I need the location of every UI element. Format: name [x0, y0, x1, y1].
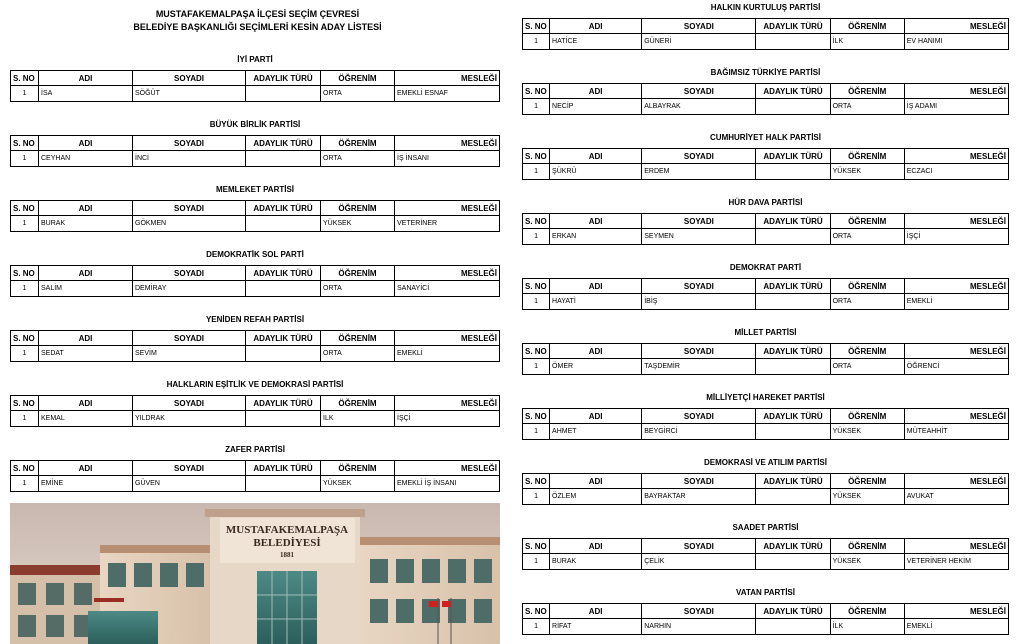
cell-adi: SEDAT: [39, 346, 133, 362]
header-sno: S. NO: [523, 279, 550, 294]
document-title-line1: MUSTAFAKEMALPAŞA İLÇESİ SEÇİM ÇEVRESİ: [155, 9, 360, 19]
table-header-row: [523, 409, 1009, 424]
header-sno: S. NO: [11, 331, 39, 346]
header-meslegi: MESLEĞİ: [904, 409, 1008, 424]
cell-soyadi: İNCİ: [133, 151, 246, 167]
cell-sno: 1: [11, 86, 39, 102]
cell-soyadi: İBİŞ: [642, 294, 756, 310]
cell-soyadi: SEVİM: [133, 346, 246, 362]
cell-ogrenim: İLK: [830, 34, 904, 50]
header-sno: S. NO: [523, 19, 550, 34]
header-ogrenim: ÖĞRENİM: [321, 331, 395, 346]
cell-ogrenim: İLK: [321, 411, 395, 427]
header-ogrenim: ÖĞRENİM: [321, 136, 395, 151]
party-title: HALKIN KURTULUŞ PARTİSİ: [710, 3, 821, 12]
header-meslegi: MESLEĞİ: [395, 461, 500, 476]
header-meslegi: MESLEĞİ: [904, 344, 1008, 359]
table-header-row: [523, 474, 1009, 489]
table-header-row: [523, 84, 1009, 99]
header-adi: ADI: [550, 279, 642, 294]
header-meslegi: MESLEĞİ: [904, 539, 1008, 554]
cell-meslegi: EMEKLİ İŞ İNSANI: [395, 476, 500, 492]
cell-sno: 1: [11, 346, 39, 362]
header-aday-turu: ADAYLIK TÜRÜ: [756, 214, 830, 229]
header-aday-turu: ADAYLIK TÜRÜ: [756, 409, 830, 424]
header-meslegi: MESLEĞİ: [395, 396, 500, 411]
header-sno: S. NO: [11, 396, 39, 411]
candidate-table: [10, 395, 500, 427]
cell-soyadi: ÇELİK: [642, 554, 756, 570]
cell-sno: 1: [523, 229, 550, 245]
party-title: CUMHURİYET HALK PARTİSİ: [710, 133, 821, 142]
cell-meslegi: ÖĞRENCİ: [904, 359, 1008, 375]
header-ogrenim: ÖĞRENİM: [830, 84, 904, 99]
cell-ogrenim: ORTA: [321, 151, 395, 167]
cell-meslegi: SANAYİCİ: [395, 281, 500, 297]
header-meslegi: MESLEĞİ: [395, 136, 500, 151]
cell-ogrenim: YÜKSEK: [830, 554, 904, 570]
cell-aday-turu: [246, 86, 321, 102]
header-sno: S. NO: [523, 539, 550, 554]
header-sno: S. NO: [11, 136, 39, 151]
header-soyadi: SOYADI: [133, 136, 246, 151]
cell-soyadi: ALBAYRAK: [642, 99, 756, 115]
building-year: 1881: [280, 551, 294, 559]
header-soyadi: SOYADI: [133, 71, 246, 86]
table-row: [11, 151, 500, 167]
cell-sno: 1: [523, 359, 550, 375]
party-title: MEMLEKET PARTİSİ: [215, 185, 295, 194]
cell-adi: BURAK: [39, 216, 133, 232]
table-row: [11, 411, 500, 427]
party-title: BÜYÜK BİRLİK PARTİSİ: [209, 120, 301, 129]
header-adi: ADI: [550, 409, 642, 424]
header-sno: S. NO: [11, 201, 39, 216]
cell-ogrenim: İLK: [830, 619, 904, 635]
candidate-table: [10, 135, 500, 167]
cell-meslegi: VETERİNER HEKİM: [904, 554, 1008, 570]
party-title: HÜR DAVA PARTİSİ: [728, 198, 803, 207]
header-sno: S. NO: [523, 409, 550, 424]
cell-aday-turu: [246, 476, 321, 492]
cell-sno: 1: [523, 164, 550, 180]
party-title: MİLLET PARTİSİ: [734, 328, 797, 337]
header-sno: S. NO: [523, 604, 550, 619]
cell-meslegi: İŞÇİ: [395, 411, 500, 427]
table-header-row: [523, 279, 1009, 294]
table-row: [523, 359, 1009, 375]
cell-sno: 1: [523, 294, 550, 310]
table-row: [523, 554, 1009, 570]
candidate-table: [522, 213, 1009, 245]
header-aday-turu: ADAYLIK TÜRÜ: [246, 136, 321, 151]
cell-meslegi: EMEKLİ ESNAF: [395, 86, 500, 102]
candidate-table: [522, 83, 1009, 115]
cell-ogrenim: YÜKSEK: [830, 164, 904, 180]
table-row: [523, 34, 1009, 50]
header-soyadi: SOYADI: [642, 149, 756, 164]
header-soyadi: SOYADI: [642, 214, 756, 229]
header-aday-turu: ADAYLIK TÜRÜ: [756, 604, 830, 619]
party-title: DEMOKRAT PARTİ: [729, 263, 802, 272]
cell-aday-turu: [246, 346, 321, 362]
table-row: [523, 619, 1009, 635]
header-soyadi: SOYADI: [642, 604, 756, 619]
cell-aday-turu: [756, 99, 830, 115]
table-row: [11, 216, 500, 232]
header-adi: ADI: [39, 266, 133, 281]
header-ogrenim: ÖĞRENİM: [830, 409, 904, 424]
table-row: [11, 281, 500, 297]
table-row: [523, 99, 1009, 115]
header-meslegi: MESLEĞİ: [904, 604, 1008, 619]
header-ogrenim: ÖĞRENİM: [830, 19, 904, 34]
header-meslegi: MESLEĞİ: [904, 474, 1008, 489]
cell-adi: ÖZLEM: [550, 489, 642, 505]
party-title: DEMOKRATİK SOL PARTİ: [206, 250, 304, 259]
cell-ogrenim: YÜKSEK: [321, 476, 395, 492]
cell-adi: NECİP: [550, 99, 642, 115]
cell-adi: İSA: [39, 86, 133, 102]
party-title: MİLLİYETÇİ HAREKET PARTİSİ: [706, 393, 825, 402]
header-adi: ADI: [550, 84, 642, 99]
header-sno: S. NO: [523, 149, 550, 164]
table-header-row: [11, 136, 500, 151]
header-sno: S. NO: [11, 461, 39, 476]
cell-aday-turu: [756, 424, 830, 440]
header-aday-turu: ADAYLIK TÜRÜ: [756, 19, 830, 34]
header-meslegi: MESLEĞİ: [904, 214, 1008, 229]
cell-sno: 1: [11, 216, 39, 232]
header-meslegi: MESLEĞİ: [395, 201, 500, 216]
header-aday-turu: ADAYLIK TÜRÜ: [756, 149, 830, 164]
header-aday-turu: ADAYLIK TÜRÜ: [246, 396, 321, 411]
cell-ogrenim: ORTA: [830, 229, 904, 245]
candidate-table: [10, 70, 500, 102]
cell-aday-turu: [756, 619, 830, 635]
table-header-row: [523, 604, 1009, 619]
cell-soyadi: BAYRAKTAR: [642, 489, 756, 505]
header-sno: S. NO: [11, 71, 39, 86]
building-sign-line2: BELEDİYESİ: [253, 537, 321, 549]
candidate-table: [10, 200, 500, 232]
header-adi: ADI: [39, 461, 133, 476]
cell-soyadi: GÜNERİ: [642, 34, 756, 50]
cell-sno: 1: [523, 34, 550, 50]
cell-sno: 1: [523, 489, 550, 505]
cell-adi: BURAK: [550, 554, 642, 570]
table-header-row: [11, 201, 500, 216]
cell-meslegi: EMEKLİ: [904, 294, 1008, 310]
cell-aday-turu: [756, 489, 830, 505]
header-soyadi: SOYADI: [642, 84, 756, 99]
cell-aday-turu: [756, 164, 830, 180]
header-meslegi: MESLEĞİ: [904, 19, 1008, 34]
table-header-row: [11, 71, 500, 86]
table-header-row: [11, 396, 500, 411]
header-adi: ADI: [550, 149, 642, 164]
cell-meslegi: AVUKAT: [904, 489, 1008, 505]
header-adi: ADI: [550, 539, 642, 554]
header-adi: ADI: [39, 71, 133, 86]
cell-meslegi: İŞ İNSANI: [395, 151, 500, 167]
cell-soyadi: GÖKMEN: [133, 216, 246, 232]
cell-meslegi: İŞÇİ: [904, 229, 1008, 245]
header-aday-turu: ADAYLIK TÜRÜ: [756, 344, 830, 359]
cell-adi: HATİCE: [550, 34, 642, 50]
cell-soyadi: BEYGİRCİ: [642, 424, 756, 440]
party-title: DEMOKRASİ VE ATILIM PARTİSİ: [704, 458, 827, 467]
cell-ogrenim: ORTA: [830, 359, 904, 375]
header-sno: S. NO: [523, 344, 550, 359]
table-row: [11, 346, 500, 362]
table-row: [523, 164, 1009, 180]
header-adi: ADI: [550, 19, 642, 34]
cell-ogrenim: ORTA: [321, 281, 395, 297]
document-title-line2: BELEDİYE BAŞKANLIĞI SEÇİMLERİ KESİN ADAY LİSTESİ: [133, 22, 382, 32]
header-sno: S. NO: [11, 266, 39, 281]
candidate-table: [10, 460, 500, 492]
header-soyadi: SOYADI: [642, 344, 756, 359]
party-title: HALKLARIN EŞİTLİK VE DEMOKRASİ PARTİSİ: [166, 380, 344, 389]
cell-adi: ŞÜKRÜ: [550, 164, 642, 180]
header-ogrenim: ÖĞRENİM: [321, 266, 395, 281]
header-aday-turu: ADAYLIK TÜRÜ: [246, 71, 321, 86]
cell-soyadi: TAŞDEMİR: [642, 359, 756, 375]
cell-soyadi: SÖĞÜT: [133, 86, 246, 102]
party-title: YENİDEN REFAH PARTİSİ: [205, 315, 305, 324]
table-row: [523, 489, 1009, 505]
table-header-row: [523, 19, 1009, 34]
table-header-row: [523, 344, 1009, 359]
header-soyadi: SOYADI: [642, 474, 756, 489]
cell-aday-turu: [246, 216, 321, 232]
party-title: ZAFER PARTİSİ: [225, 445, 285, 454]
party-title: VATAN PARTİSİ: [736, 588, 795, 597]
header-soyadi: SOYADI: [642, 409, 756, 424]
cell-adi: AHMET: [550, 424, 642, 440]
cell-ogrenim: YÜKSEK: [830, 424, 904, 440]
header-ogrenim: ÖĞRENİM: [830, 214, 904, 229]
header-adi: ADI: [550, 344, 642, 359]
table-row: [523, 424, 1009, 440]
header-soyadi: SOYADI: [642, 19, 756, 34]
candidate-table: [522, 473, 1009, 505]
header-ogrenim: ÖĞRENİM: [321, 71, 395, 86]
candidate-table: [522, 603, 1009, 635]
header-aday-turu: ADAYLIK TÜRÜ: [246, 201, 321, 216]
cell-ogrenim: ORTA: [321, 346, 395, 362]
cell-meslegi: VETERİNER: [395, 216, 500, 232]
table-row: [11, 476, 500, 492]
header-ogrenim: ÖĞRENİM: [830, 279, 904, 294]
cell-aday-turu: [756, 34, 830, 50]
candidate-table: [522, 278, 1009, 310]
cell-ogrenim: ORTA: [321, 86, 395, 102]
header-soyadi: SOYADI: [133, 201, 246, 216]
cell-ogrenim: YÜKSEK: [830, 489, 904, 505]
cell-aday-turu: [246, 151, 321, 167]
header-sno: S. NO: [523, 84, 550, 99]
header-meslegi: MESLEĞİ: [904, 149, 1008, 164]
header-meslegi: MESLEĞİ: [395, 331, 500, 346]
header-adi: ADI: [39, 396, 133, 411]
header-ogrenim: ÖĞRENİM: [830, 149, 904, 164]
cell-sno: 1: [11, 411, 39, 427]
header-soyadi: SOYADI: [133, 266, 246, 281]
header-ogrenim: ÖĞRENİM: [830, 344, 904, 359]
cell-sno: 1: [11, 281, 39, 297]
cell-aday-turu: [246, 411, 321, 427]
cell-sno: 1: [11, 151, 39, 167]
building-sign-line1: MUSTAFAKEMALPAŞA: [225, 524, 349, 536]
cell-meslegi: EV HANIMI: [904, 34, 1008, 50]
header-sno: S. NO: [523, 474, 550, 489]
header-ogrenim: ÖĞRENİM: [830, 474, 904, 489]
header-aday-turu: ADAYLIK TÜRÜ: [246, 461, 321, 476]
candidate-table: [10, 330, 500, 362]
header-soyadi: SOYADI: [133, 331, 246, 346]
header-adi: ADI: [39, 331, 133, 346]
header-ogrenim: ÖĞRENİM: [321, 201, 395, 216]
header-ogrenim: ÖĞRENİM: [321, 461, 395, 476]
candidate-table: [522, 148, 1009, 180]
candidate-table: [522, 18, 1009, 50]
header-ogrenim: ÖĞRENİM: [830, 604, 904, 619]
cell-soyadi: SEYMEN: [642, 229, 756, 245]
header-aday-turu: ADAYLIK TÜRÜ: [756, 474, 830, 489]
cell-sno: 1: [523, 554, 550, 570]
table-header-row: [11, 331, 500, 346]
cell-meslegi: EMEKLİ: [904, 619, 1008, 635]
cell-aday-turu: [246, 281, 321, 297]
table-header-row: [11, 266, 500, 281]
candidate-table: [522, 343, 1009, 375]
cell-meslegi: MÜTEAHHİT: [904, 424, 1008, 440]
header-adi: ADI: [550, 604, 642, 619]
cell-soyadi: NARHIN: [642, 619, 756, 635]
cell-soyadi: DEMİRAY: [133, 281, 246, 297]
cell-sno: 1: [523, 99, 550, 115]
table-row: [11, 86, 500, 102]
cell-aday-turu: [756, 294, 830, 310]
party-title: SAADET PARTİSİ: [732, 523, 799, 532]
header-aday-turu: ADAYLIK TÜRÜ: [756, 84, 830, 99]
cell-soyadi: YILDRAK: [133, 411, 246, 427]
header-adi: ADI: [550, 214, 642, 229]
cell-aday-turu: [756, 359, 830, 375]
cell-sno: 1: [523, 619, 550, 635]
cell-adi: KEMAL: [39, 411, 133, 427]
header-ogrenim: ÖĞRENİM: [321, 396, 395, 411]
header-meslegi: MESLEĞİ: [904, 279, 1008, 294]
table-row: [523, 294, 1009, 310]
cell-aday-turu: [756, 554, 830, 570]
cell-soyadi: GÜVEN: [133, 476, 246, 492]
table-row: [523, 229, 1009, 245]
cell-adi: HAYATİ: [550, 294, 642, 310]
table-header-row: [523, 214, 1009, 229]
cell-ogrenim: ORTA: [830, 99, 904, 115]
cell-aday-turu: [756, 229, 830, 245]
header-adi: ADI: [39, 201, 133, 216]
cell-adi: CEYHAN: [39, 151, 133, 167]
cell-meslegi: ECZACI: [904, 164, 1008, 180]
party-title: BAĞIMSIZ TÜRKİYE PARTİSİ: [710, 68, 821, 77]
header-aday-turu: ADAYLIK TÜRÜ: [246, 331, 321, 346]
header-adi: ADI: [39, 136, 133, 151]
document-title: [10, 8, 505, 34]
cell-adi: EMİNE: [39, 476, 133, 492]
header-adi: ADI: [550, 474, 642, 489]
header-soyadi: SOYADI: [133, 461, 246, 476]
candidate-table: [10, 265, 500, 297]
cell-soyadi: ERDEM: [642, 164, 756, 180]
header-sno: S. NO: [523, 214, 550, 229]
cell-sno: 1: [11, 476, 39, 492]
table-header-row: [11, 461, 500, 476]
header-meslegi: MESLEĞİ: [904, 84, 1008, 99]
municipality-building-photo: [10, 503, 500, 644]
cell-ogrenim: YÜKSEK: [321, 216, 395, 232]
cell-ogrenim: ORTA: [830, 294, 904, 310]
header-soyadi: SOYADI: [642, 539, 756, 554]
header-ogrenim: ÖĞRENİM: [830, 539, 904, 554]
header-aday-turu: ADAYLIK TÜRÜ: [756, 279, 830, 294]
cell-meslegi: EMEKLİ: [395, 346, 500, 362]
header-soyadi: SOYADI: [642, 279, 756, 294]
candidate-table: [522, 538, 1009, 570]
cell-adi: SALİM: [39, 281, 133, 297]
header-soyadi: SOYADI: [133, 396, 246, 411]
table-header-row: [523, 539, 1009, 554]
header-aday-turu: ADAYLIK TÜRÜ: [246, 266, 321, 281]
cell-adi: RİFAT: [550, 619, 642, 635]
header-aday-turu: ADAYLIK TÜRÜ: [756, 539, 830, 554]
header-meslegi: MESLEĞİ: [395, 71, 500, 86]
cell-meslegi: İŞ ADAMI: [904, 99, 1008, 115]
table-header-row: [523, 149, 1009, 164]
cell-adi: ERKAN: [550, 229, 642, 245]
candidate-table: [522, 408, 1009, 440]
cell-adi: ÖMER: [550, 359, 642, 375]
cell-sno: 1: [523, 424, 550, 440]
header-meslegi: MESLEĞİ: [395, 266, 500, 281]
party-title: İYİ PARTİ: [237, 55, 273, 64]
